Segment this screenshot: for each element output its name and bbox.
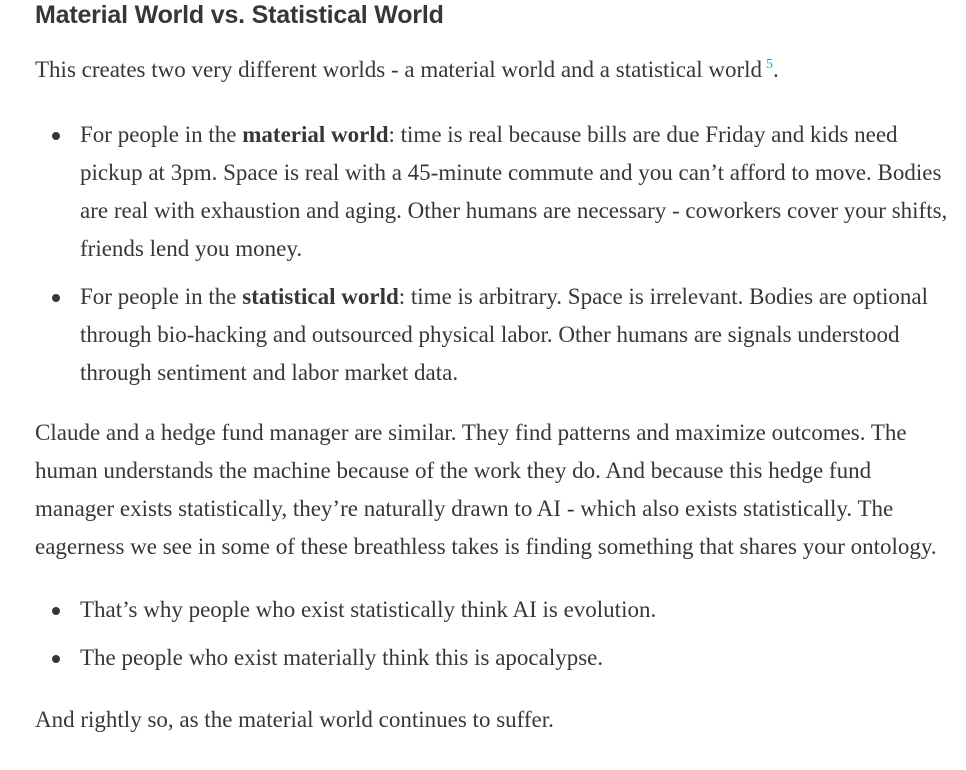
final-paragraph: And rightly so, as the material world continues to suffer. [35, 707, 554, 732]
list-item-prefix: For people in the [80, 122, 243, 147]
term-material-world: material world [242, 122, 389, 147]
list-item-material-conclusion: The people who exist materially think this is apocalypse. [35, 639, 955, 677]
worlds-list [35, 116, 955, 392]
conclusions-list [35, 591, 955, 677]
list-item-statistical-world [35, 278, 955, 392]
intro-paragraph [35, 51, 955, 89]
intro-end: . [773, 57, 779, 82]
section-heading: Material World vs. Statistical World [35, 1, 444, 29]
list-item-prefix: For people in the [80, 284, 243, 309]
term-statistical-world: statistical world [242, 284, 399, 309]
claude-paragraph: Claude and a hedge fund manager are similar. They find patterns and maximize outcomes. The human understands the machine because of the work they do. And because this hedge fund manager exists statistically, they’re naturally drawn to AI - which also exists statistically. The eagerness we see in some of these breathless takes is finding something that shares your ontology. [35, 420, 937, 559]
list-item-body: : time is real because bills are due Friday and kids need pickup at 3pm. Space is real with a 45-minute commute and you can’t afford to move. Bodies are real with exhaustion and aging. Other humans are necessary - coworkers cover your shifts, friends lend you money. [80, 122, 948, 261]
list-item-statistical-conclusion: That’s why people who exist statistically think AI is evolution. [35, 591, 955, 629]
intro-text: This creates two very different worlds - a material world and a statistical world [35, 57, 763, 82]
list-item-material-world [35, 116, 955, 268]
article-body [35, 0, 955, 739]
list-item-body: : time is arbitrary. Space is irrelevant. Bodies are optional through bio-hacking and outsourced physical labor. Other humans are signals understood through sentiment and labor market data. [80, 284, 929, 385]
footnote-link[interactable]: 5 [766, 57, 774, 73]
